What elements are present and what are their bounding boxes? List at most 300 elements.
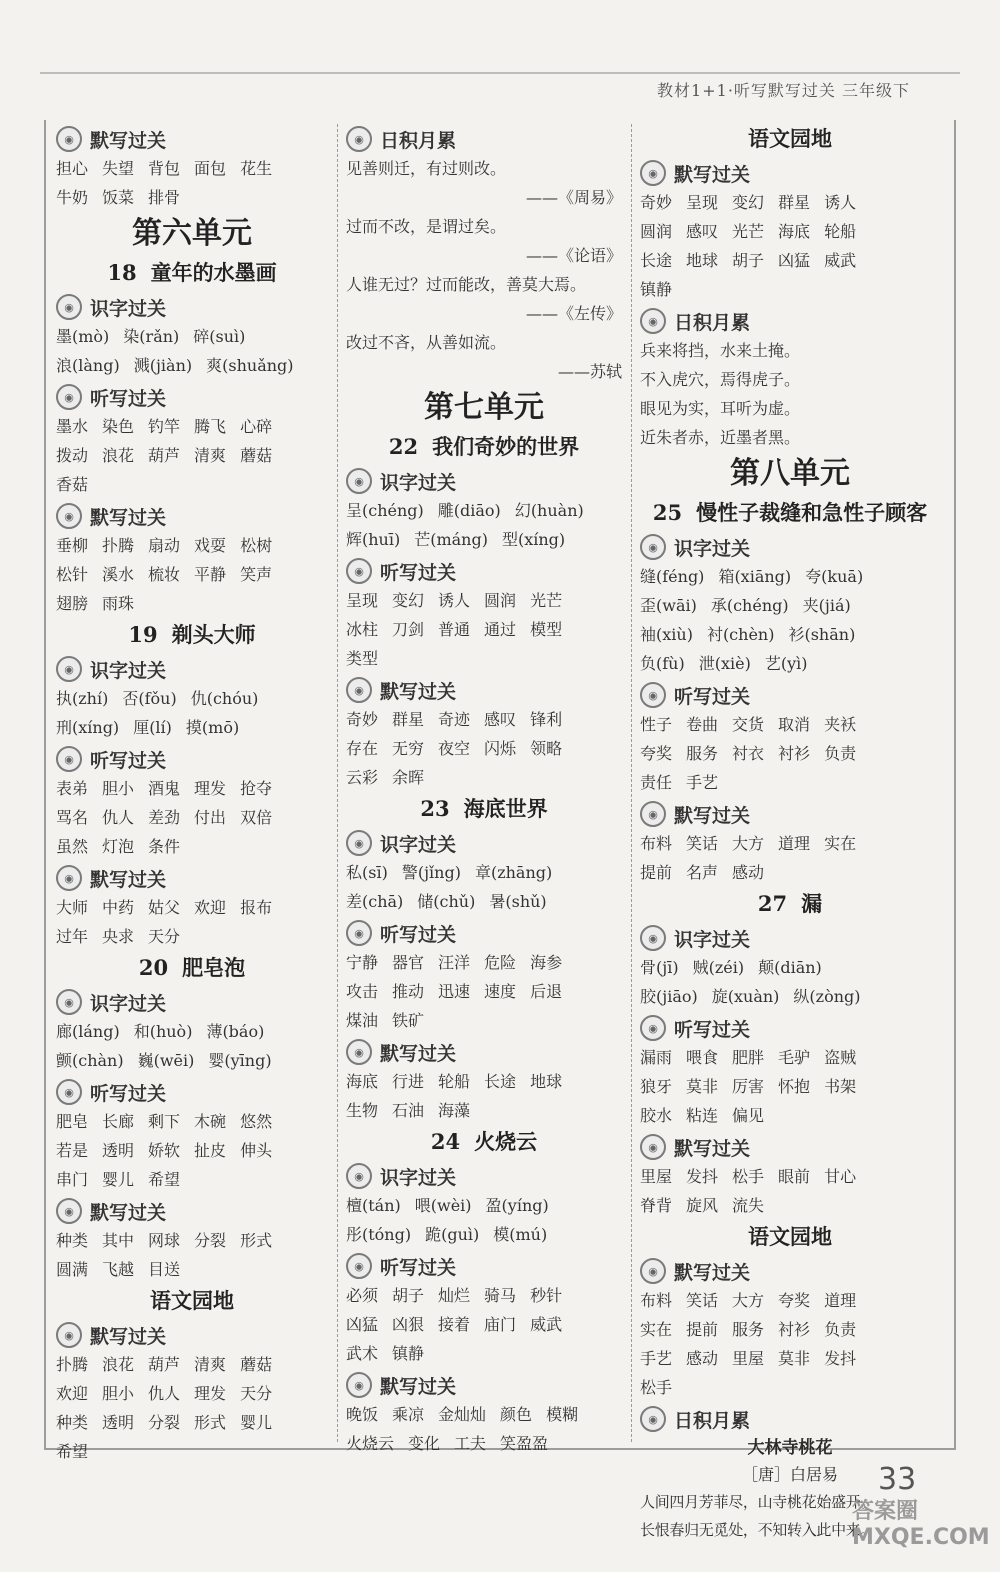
section-heading-label: 默写过关 — [90, 1201, 167, 1224]
word-row — [56, 1107, 328, 1136]
word: 眼前 — [778, 1167, 811, 1186]
word-row — [640, 1315, 940, 1344]
word-row — [346, 1339, 622, 1368]
section-heading-label: 日积月累 — [674, 1409, 751, 1432]
word-row — [640, 649, 940, 678]
word: 其中 — [102, 1231, 135, 1250]
word: 墨水 — [56, 417, 89, 436]
word-row — [56, 1408, 328, 1437]
word-row — [346, 734, 622, 763]
word: 镇静 — [392, 1344, 425, 1363]
word: 奇妙 — [346, 710, 379, 729]
lesson-name: 童年的水墨画 — [150, 260, 277, 285]
word: 雨珠 — [102, 594, 135, 613]
word: 表弟 — [56, 779, 89, 798]
word: 感动 — [732, 863, 765, 882]
section-badge-icon: ◉ — [346, 558, 372, 584]
section-badge-icon: ◉ — [640, 682, 666, 708]
word: 道理 — [778, 834, 811, 853]
section-heading-label: 默写过关 — [90, 868, 167, 891]
column-1 — [56, 122, 328, 1466]
quote-line: 近朱者赤，近墨者黑。 — [640, 428, 801, 447]
word-row — [346, 644, 622, 673]
section-heading-label: 默写过关 — [90, 129, 167, 152]
word: 余晖 — [392, 768, 425, 787]
word: 种类 — [56, 1413, 89, 1432]
word: 天分 — [240, 1384, 273, 1403]
word: 海底 — [346, 1072, 379, 1091]
quote-source: ——《论语》 — [525, 246, 622, 265]
section-heading — [56, 382, 328, 412]
lesson-name: 剃头大师 — [171, 622, 256, 647]
word: 巍(wēi) — [137, 1051, 195, 1070]
section-heading-label: 默写过关 — [90, 1325, 167, 1348]
lesson-number: 19 — [128, 622, 158, 647]
word-row — [346, 1191, 622, 1220]
word: 推动 — [392, 982, 425, 1001]
section-badge-icon: ◉ — [346, 920, 372, 946]
word: 取消 — [778, 715, 811, 734]
section-heading-label: 默写过关 — [380, 680, 457, 703]
word: 汪洋 — [438, 953, 471, 972]
section-badge-icon: ◉ — [346, 1163, 372, 1189]
lesson-number: 25 — [652, 500, 683, 525]
word: 道理 — [824, 1291, 857, 1310]
word: 衫(shān) — [788, 625, 856, 644]
unit-title: 第七单元 — [424, 390, 544, 425]
word-row — [346, 948, 622, 977]
word-row — [346, 615, 622, 644]
word: 威武 — [530, 1315, 563, 1334]
section-heading-label: 默写过关 — [674, 804, 751, 827]
word: 服务 — [686, 744, 719, 763]
word: 抢夺 — [240, 779, 273, 798]
unit-title: 第八单元 — [730, 456, 850, 491]
word-row — [640, 217, 940, 246]
word: 威武 — [824, 251, 857, 270]
word: 分裂 — [194, 1231, 227, 1250]
word: 灯泡 — [102, 837, 135, 856]
section-badge-icon: ◉ — [640, 925, 666, 951]
word-row — [640, 710, 940, 739]
word: 光芒 — [732, 222, 765, 241]
word-row — [56, 351, 328, 380]
word: 负(fù) — [640, 654, 685, 673]
word: 颜色 — [500, 1405, 533, 1424]
poem-title: 大林寺桃花 — [747, 1438, 833, 1458]
word: 仇人 — [148, 1384, 181, 1403]
word: 葫芦 — [148, 1355, 181, 1374]
word: 衬衫 — [778, 1320, 811, 1339]
word: 群星 — [392, 710, 425, 729]
word: 胡子 — [732, 251, 765, 270]
word: 呈(chéng) — [346, 501, 424, 520]
word-row — [640, 1101, 940, 1130]
word: 胶(jiāo) — [640, 987, 698, 1006]
word: 欢迎 — [56, 1384, 89, 1403]
word: 葫芦 — [148, 446, 181, 465]
word: 婴儿 — [102, 1170, 135, 1189]
word: 模型 — [530, 620, 563, 639]
word-row — [56, 1046, 328, 1075]
word: 轮船 — [824, 222, 857, 241]
word: 垂柳 — [56, 536, 89, 555]
word: 袖(xiù) — [640, 625, 693, 644]
lesson-name: 慢性子裁缝和急性子顾客 — [696, 500, 928, 525]
word: 芒(máng) — [414, 530, 488, 549]
word: 拨动 — [56, 446, 89, 465]
section-heading — [346, 1161, 622, 1191]
word: 工夫 — [454, 1434, 487, 1453]
word: 扑腾 — [102, 536, 135, 555]
word: 过年 — [56, 927, 89, 946]
section-heading — [346, 1370, 622, 1400]
lesson-number: 23 — [420, 796, 450, 821]
word-row — [56, 1165, 328, 1194]
quote-line: 改过不吝，从善如流。 — [346, 333, 507, 352]
word: 姑父 — [148, 898, 181, 917]
word: 冰柱 — [346, 620, 379, 639]
word: 担心 — [56, 159, 89, 178]
garden-title: 语文园地 — [748, 1224, 832, 1249]
word-row — [56, 832, 328, 861]
word: 长途 — [484, 1072, 517, 1091]
lesson-number: 18 — [107, 260, 137, 285]
word: 若是 — [56, 1141, 89, 1160]
column-divider — [337, 124, 338, 1442]
word-row — [346, 858, 622, 887]
word: 骑马 — [484, 1286, 517, 1305]
word: 面包 — [194, 159, 227, 178]
word: 网球 — [148, 1231, 181, 1250]
word: 厘(lí) — [133, 718, 172, 737]
word: 夹(jiá) — [802, 596, 851, 615]
word-row — [346, 1220, 622, 1249]
word: 章(zhāng) — [474, 863, 553, 882]
word: 感叹 — [686, 222, 719, 241]
word: 透明 — [102, 1141, 135, 1160]
section-heading — [640, 306, 940, 336]
section-heading — [56, 1320, 328, 1350]
word-row — [56, 1017, 328, 1046]
quote-source: ——《周易》 — [525, 188, 622, 207]
section-heading-label: 默写过关 — [90, 506, 167, 529]
word: 流失 — [732, 1196, 765, 1215]
word: 喂(wèi) — [414, 1196, 472, 1215]
section-badge-icon: ◉ — [56, 865, 82, 891]
section-badge-icon: ◉ — [56, 503, 82, 529]
word-row — [640, 1344, 940, 1373]
section-heading — [56, 987, 328, 1017]
word: 变化 — [408, 1434, 441, 1453]
word: 颤(chàn) — [56, 1051, 124, 1070]
section-badge-icon: ◉ — [640, 534, 666, 560]
word: 怀抱 — [778, 1077, 811, 1096]
section-heading — [346, 466, 622, 496]
word: 实在 — [824, 834, 857, 853]
word: 排骨 — [148, 188, 181, 207]
word: 溪水 — [102, 565, 135, 584]
section-heading-label: 听写过关 — [674, 685, 751, 708]
word: 脊背 — [640, 1196, 673, 1215]
word-row — [56, 1255, 328, 1284]
lesson-name: 肥皂泡 — [182, 955, 246, 980]
word-row — [640, 829, 940, 858]
section-heading — [346, 675, 622, 705]
word: 笑盈盈 — [500, 1434, 549, 1453]
word: 差(chā) — [346, 892, 404, 911]
column-2 — [346, 122, 622, 1458]
word: 旋风 — [686, 1196, 719, 1215]
word-row — [56, 154, 328, 183]
section-heading — [56, 863, 328, 893]
word: 种类 — [56, 1231, 89, 1250]
section-badge-icon: ◉ — [56, 126, 82, 152]
section-heading — [346, 1037, 622, 1067]
section-heading — [56, 744, 328, 774]
word: 扯皮 — [194, 1141, 227, 1160]
word: 中药 — [102, 898, 135, 917]
section-heading-label: 默写过关 — [674, 1137, 751, 1160]
word: 锋利 — [530, 710, 563, 729]
word: 歪(wāi) — [640, 596, 697, 615]
quote-line: 眼见为实，耳听为虚。 — [640, 399, 801, 418]
word: 金灿灿 — [438, 1405, 487, 1424]
word: 大方 — [732, 834, 765, 853]
word: 承(chéng) — [710, 596, 789, 615]
word: 实在 — [640, 1320, 673, 1339]
word: 海参 — [530, 953, 563, 972]
word: 纵(zòng) — [793, 987, 861, 1006]
word: 檀(tán) — [346, 1196, 401, 1215]
word: 蘑菇 — [240, 446, 273, 465]
word: 提前 — [686, 1320, 719, 1339]
word-row — [56, 560, 328, 589]
word: 负责 — [824, 1320, 857, 1339]
word-row — [56, 1379, 328, 1408]
section-badge-icon: ◉ — [56, 1322, 82, 1348]
word: 喂食 — [686, 1048, 719, 1067]
word-row — [346, 1096, 622, 1125]
word: 泄(xiè) — [698, 654, 751, 673]
word-row — [640, 982, 940, 1011]
section-badge-icon: ◉ — [56, 294, 82, 320]
word: 颠(diān) — [758, 958, 822, 977]
word: 大方 — [732, 1291, 765, 1310]
word: 里屋 — [732, 1349, 765, 1368]
section-heading — [56, 501, 328, 531]
unit-title: 第六单元 — [132, 216, 252, 251]
word-row — [640, 246, 940, 275]
section-badge-icon: ◉ — [640, 1134, 666, 1160]
quote-line: 见善则迁，有过则改。 — [346, 159, 507, 178]
word: 欢迎 — [194, 898, 227, 917]
section-heading-label: 识字过关 — [674, 928, 751, 951]
word: 接着 — [438, 1315, 471, 1334]
word: 幻(huàn) — [514, 501, 584, 520]
word: 扑腾 — [56, 1355, 89, 1374]
word: 变幻 — [732, 193, 765, 212]
word: 松手 — [732, 1167, 765, 1186]
word: 廊(láng) — [56, 1022, 120, 1041]
word: 刑(xíng) — [56, 718, 120, 737]
word: 武术 — [346, 1344, 379, 1363]
word-row — [346, 1310, 622, 1339]
garden-title: 语文园地 — [150, 1288, 234, 1313]
word-row — [56, 1226, 328, 1255]
word: 笑话 — [686, 1291, 719, 1310]
word: 负责 — [824, 744, 857, 763]
word: 名声 — [686, 863, 719, 882]
section-heading — [640, 799, 940, 829]
word: 腾飞 — [194, 417, 227, 436]
word: 毛驴 — [778, 1048, 811, 1067]
lesson-title — [56, 256, 328, 290]
word: 骂名 — [56, 808, 89, 827]
section-badge-icon: ◉ — [640, 1406, 666, 1432]
word-row — [56, 713, 328, 742]
word: 厉害 — [732, 1077, 765, 1096]
section-badge-icon: ◉ — [56, 989, 82, 1015]
section-badge-icon: ◉ — [346, 1039, 372, 1065]
word: 分裂 — [148, 1413, 181, 1432]
word: 奇妙 — [640, 193, 673, 212]
section-badge-icon: ◉ — [640, 801, 666, 827]
section-heading-label: 听写过关 — [380, 561, 457, 584]
lesson-title — [56, 951, 328, 985]
word-row — [640, 768, 940, 797]
word: 婴(yīng) — [208, 1051, 272, 1070]
lesson-name: 火烧云 — [474, 1129, 538, 1154]
word: 警(jǐng) — [401, 863, 461, 882]
word: 跪(guì) — [425, 1225, 480, 1244]
word: 地球 — [686, 251, 719, 270]
word: 天分 — [148, 927, 181, 946]
word: 手艺 — [640, 1349, 673, 1368]
word: 笑声 — [240, 565, 273, 584]
word: 摸(mō) — [185, 718, 240, 737]
word: 浪(làng) — [56, 356, 120, 375]
word: 布料 — [640, 834, 673, 853]
word-row — [640, 1191, 940, 1220]
word-row — [56, 774, 328, 803]
word: 长途 — [640, 251, 673, 270]
word: 碎(suì) — [193, 327, 246, 346]
word: 通过 — [484, 620, 517, 639]
word-row — [346, 496, 622, 525]
word: 大师 — [56, 898, 89, 917]
word: 仇人 — [102, 808, 135, 827]
section-badge-icon: ◉ — [640, 160, 666, 186]
lesson-number: 24 — [430, 1129, 461, 1154]
word-row — [640, 858, 940, 887]
section-heading-label: 识字过关 — [90, 659, 167, 682]
section-heading-label: 默写过关 — [674, 1261, 751, 1284]
word-row — [56, 589, 328, 618]
word: 攻击 — [346, 982, 379, 1001]
word: 贼(zéi) — [692, 958, 745, 977]
word: 提前 — [640, 863, 673, 882]
word: 松针 — [56, 565, 89, 584]
word: 责任 — [640, 773, 673, 792]
word-row — [346, 1006, 622, 1035]
word: 甘心 — [824, 1167, 857, 1186]
header-rule — [40, 72, 960, 74]
word: 平静 — [194, 565, 227, 584]
section-heading-label: 识字过关 — [380, 471, 457, 494]
word-row — [56, 922, 328, 951]
word: 爽(shuǎng) — [206, 356, 294, 375]
word: 夸奖 — [640, 744, 673, 763]
section-heading-label: 听写过关 — [90, 1082, 167, 1105]
watermark: 答案圈 MXQE.COM — [852, 1499, 990, 1550]
word: 酒鬼 — [148, 779, 181, 798]
word: 形式 — [194, 1413, 227, 1432]
word: 圆满 — [56, 1260, 89, 1279]
section-heading — [640, 1404, 940, 1434]
word: 铁矿 — [392, 1011, 425, 1030]
section-heading — [56, 124, 328, 154]
section-heading-label: 默写过关 — [674, 163, 751, 186]
word-row — [640, 1072, 940, 1101]
word-row — [56, 803, 328, 832]
quote-line: 兵来将挡，水来土掩。 — [640, 341, 801, 360]
lesson-title — [346, 1125, 622, 1159]
word: 松树 — [240, 536, 273, 555]
section-heading-label: 听写过关 — [674, 1018, 751, 1041]
word-row — [56, 1136, 328, 1165]
word: 目送 — [148, 1260, 181, 1279]
word: 石油 — [392, 1101, 425, 1120]
section-heading-label: 识字过关 — [90, 297, 167, 320]
word: 晚饭 — [346, 1405, 379, 1424]
section-heading — [640, 923, 940, 953]
word: 手艺 — [686, 773, 719, 792]
poem-author: ［唐］白居易 — [741, 1465, 838, 1484]
word: 理发 — [194, 779, 227, 798]
header-title: 教材1+1·听写默写过关 三年级下 — [657, 81, 910, 100]
word-row — [56, 183, 328, 212]
lesson-name: 海底世界 — [463, 796, 548, 821]
word-row — [56, 531, 328, 560]
section-heading — [640, 158, 940, 188]
word-row — [640, 739, 940, 768]
word: 夸(kuā) — [805, 567, 864, 586]
word-row — [640, 620, 940, 649]
word-row — [346, 525, 622, 554]
word: 速度 — [484, 982, 517, 1001]
word: 和(huò) — [133, 1022, 193, 1041]
word: 蘑菇 — [240, 1355, 273, 1374]
lesson-title — [56, 618, 328, 652]
word: 轮船 — [438, 1072, 471, 1091]
word: 必须 — [346, 1286, 379, 1305]
section-heading-label: 听写过关 — [90, 749, 167, 772]
word: 狼牙 — [640, 1077, 673, 1096]
word: 私(sī) — [346, 863, 388, 882]
word: 清爽 — [194, 446, 227, 465]
word: 卷曲 — [686, 715, 719, 734]
word: 央求 — [102, 927, 135, 946]
section-badge-icon: ◉ — [346, 830, 372, 856]
section-heading-label: 听写过关 — [380, 1256, 457, 1279]
word: 夸奖 — [778, 1291, 811, 1310]
word: 类型 — [346, 649, 379, 668]
section-heading-label: 听写过关 — [90, 387, 167, 410]
word: 刀剑 — [392, 620, 425, 639]
word: 希望 — [56, 1442, 89, 1461]
poem-line: 人间四月芳菲尽，山寺桃花始盛开。 — [640, 1493, 876, 1511]
